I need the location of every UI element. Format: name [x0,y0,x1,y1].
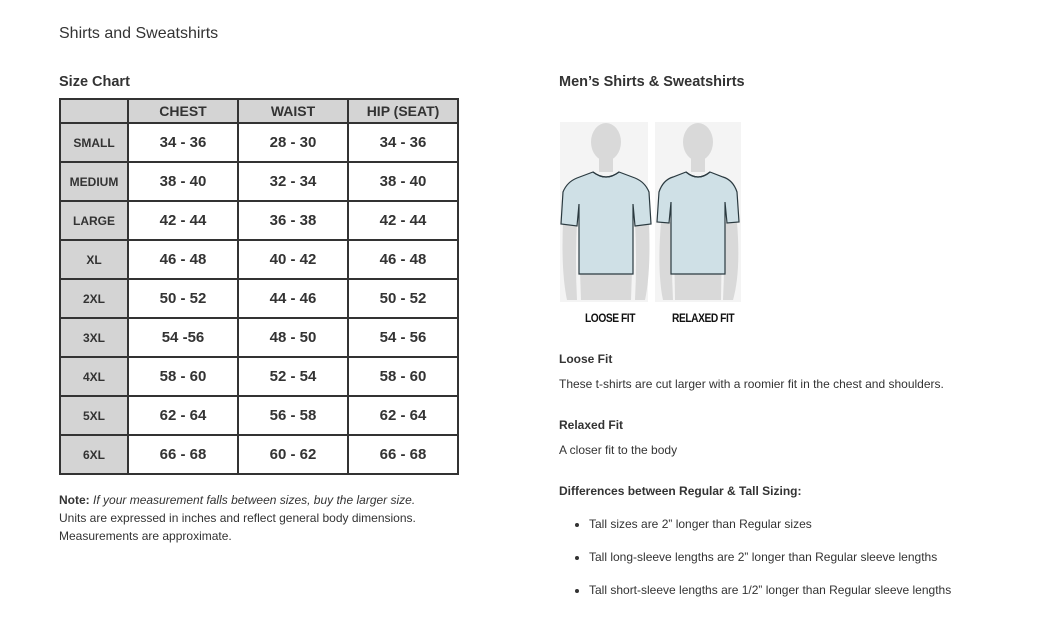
size-label-cell: XL [60,240,128,279]
size-label-cell: SMALL [60,123,128,162]
hip-cell: 42 - 44 [348,201,458,240]
size-label-cell: 6XL [60,435,128,474]
loose-fit-figure [560,122,651,302]
corner-cell [60,99,128,123]
relaxed-fit-description: A closer fit to the body [559,443,678,457]
table-row [60,123,458,162]
head-shape [591,123,621,161]
waist-cell: 48 - 50 [238,318,348,357]
relaxed-fit-figure [655,122,741,302]
hip-cell: 62 - 64 [348,396,458,435]
waist-cell: 52 - 54 [238,357,348,396]
loose-fit-title: Loose Fit [559,352,613,366]
size-label-cell: 2XL [60,279,128,318]
table-row [60,279,458,318]
waist-cell: 28 - 30 [238,123,348,162]
size-label-cell: MEDIUM [60,162,128,201]
list-item: • Tall short-sleeve lengths are 1/2” longer than Regular sleeve lengths [589,576,951,609]
head-shape [683,123,713,161]
table-row [60,396,458,435]
table-row [60,435,458,474]
table-row [60,201,458,240]
chest-cell: 62 - 64 [128,396,238,435]
chest-cell: 66 - 68 [128,435,238,474]
relaxed-fit-label: RELAXED FIT [672,311,735,325]
chest-cell: 54 -56 [128,318,238,357]
hip-cell: 46 - 48 [348,240,458,279]
differences-title: Differences between Regular & Tall Sizing: [559,484,802,498]
tall-sizing-list [559,510,951,609]
size-label-cell: 5XL [60,396,128,435]
size-label-cell: 3XL [60,318,128,357]
relaxed-fit-title: Relaxed Fit [559,418,624,432]
size-chart-table [59,98,459,475]
chest-cell: 46 - 48 [128,240,238,279]
table-row [60,318,458,357]
chest-cell: 50 - 52 [128,279,238,318]
note-label: Note: [59,493,90,507]
table-row [60,357,458,396]
page-title: Shirts and Sweatshirts [59,25,219,42]
hip-cell: 50 - 52 [348,279,458,318]
mens-heading: Men’s Shirts & Sweatshirts [559,74,745,90]
column-header-chest: CHEST [128,99,238,123]
waist-cell: 36 - 38 [238,201,348,240]
waist-cell: 60 - 62 [238,435,348,474]
waist-cell: 32 - 34 [238,162,348,201]
note-line-2: Units are expressed in inches and reflect general body dimensions. [59,511,416,525]
chest-cell: 34 - 36 [128,123,238,162]
column-header-hip: HIP (SEAT) [348,99,458,123]
note-line-1 [59,491,416,509]
fit-comparison-illustration [557,122,747,304]
column-header-waist: WAIST [238,99,348,123]
hip-cell: 58 - 60 [348,357,458,396]
table-row [60,240,458,279]
hip-cell: 66 - 68 [348,435,458,474]
chest-cell: 58 - 60 [128,357,238,396]
note-italic-text: If your measurement falls between sizes, buy the larger size. [93,493,416,507]
list-item: • Tall long-sleeve lengths are 2” longer than Regular sleeve lengths [589,543,951,576]
waist-cell: 40 - 42 [238,240,348,279]
hip-cell: 38 - 40 [348,162,458,201]
waist-cell: 56 - 58 [238,396,348,435]
loose-fit-label: LOOSE FIT [585,311,636,325]
waist-cell: 44 - 46 [238,279,348,318]
chest-cell: 42 - 44 [128,201,238,240]
list-item: • Tall sizes are 2” longer than Regular sizes [589,510,951,543]
table-header-row [60,99,458,123]
table-row [60,162,458,201]
size-note [59,491,416,545]
hip-cell: 54 - 56 [348,318,458,357]
hip-cell: 34 - 36 [348,123,458,162]
size-chart-heading: Size Chart [59,74,130,90]
chest-cell: 38 - 40 [128,162,238,201]
note-line-3: Measurements are approximate. [59,529,232,543]
loose-fit-description: These t-shirts are cut larger with a roomier fit in the chest and shoulders. [559,377,944,391]
size-label-cell: LARGE [60,201,128,240]
size-label-cell: 4XL [60,357,128,396]
